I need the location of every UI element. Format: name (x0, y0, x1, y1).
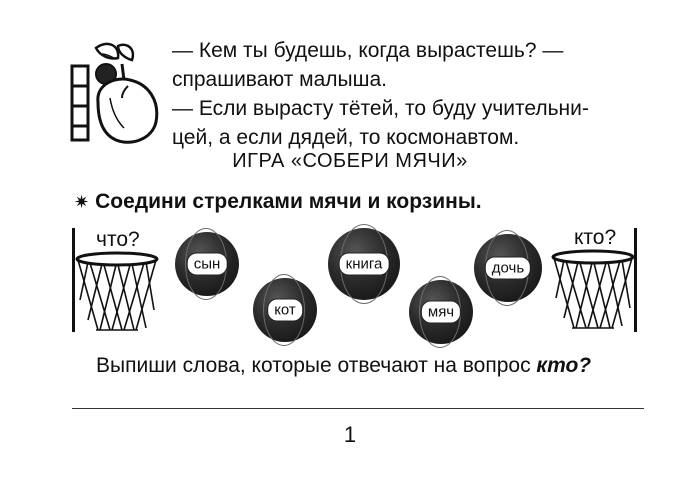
ball-cat[interactable] (253, 278, 317, 342)
ball-book[interactable] (328, 228, 400, 300)
left-basket-net[interactable] (74, 250, 160, 334)
task-instruction (74, 190, 482, 214)
ball-label: дочь (485, 257, 531, 280)
ball-ball[interactable] (409, 280, 473, 344)
apple-illustration (66, 40, 170, 150)
game-title: ИГРА «СОБЕРИ МЯЧИ» (232, 150, 468, 172)
ball-label: книга (339, 253, 390, 276)
riddle-line: спрашивают малыша. (172, 68, 387, 91)
writing-prompt (96, 354, 591, 378)
right-basket-net[interactable] (550, 248, 636, 332)
ball-daughter[interactable] (474, 234, 542, 302)
riddle-line: — Кем ты будешь, когда вырастешь? — (172, 39, 564, 62)
ball-label: сын (187, 253, 228, 276)
prompt-text: Выпиши слова, которые отвечают на вопрос (96, 354, 537, 377)
riddle-line: цей, а если дядей, то космонавтом. (172, 126, 520, 149)
ball-label: кот (267, 299, 303, 322)
ball-label: мяч (421, 301, 461, 324)
answer-line[interactable] (72, 408, 644, 409)
riddle-line: — Если вырасту тётей, то буду учительни- (172, 97, 589, 120)
left-basket-label: что? (96, 228, 140, 251)
right-basket-label: кто? (574, 226, 617, 249)
task-text: Соедини стрелками мячи и корзины. (95, 190, 482, 213)
page-number: 1 (343, 422, 357, 447)
task-star-icon: ✷ (74, 192, 90, 212)
ball-son[interactable] (175, 232, 239, 296)
prompt-emphasis: кто? (536, 354, 592, 377)
riddle-text (172, 36, 662, 152)
